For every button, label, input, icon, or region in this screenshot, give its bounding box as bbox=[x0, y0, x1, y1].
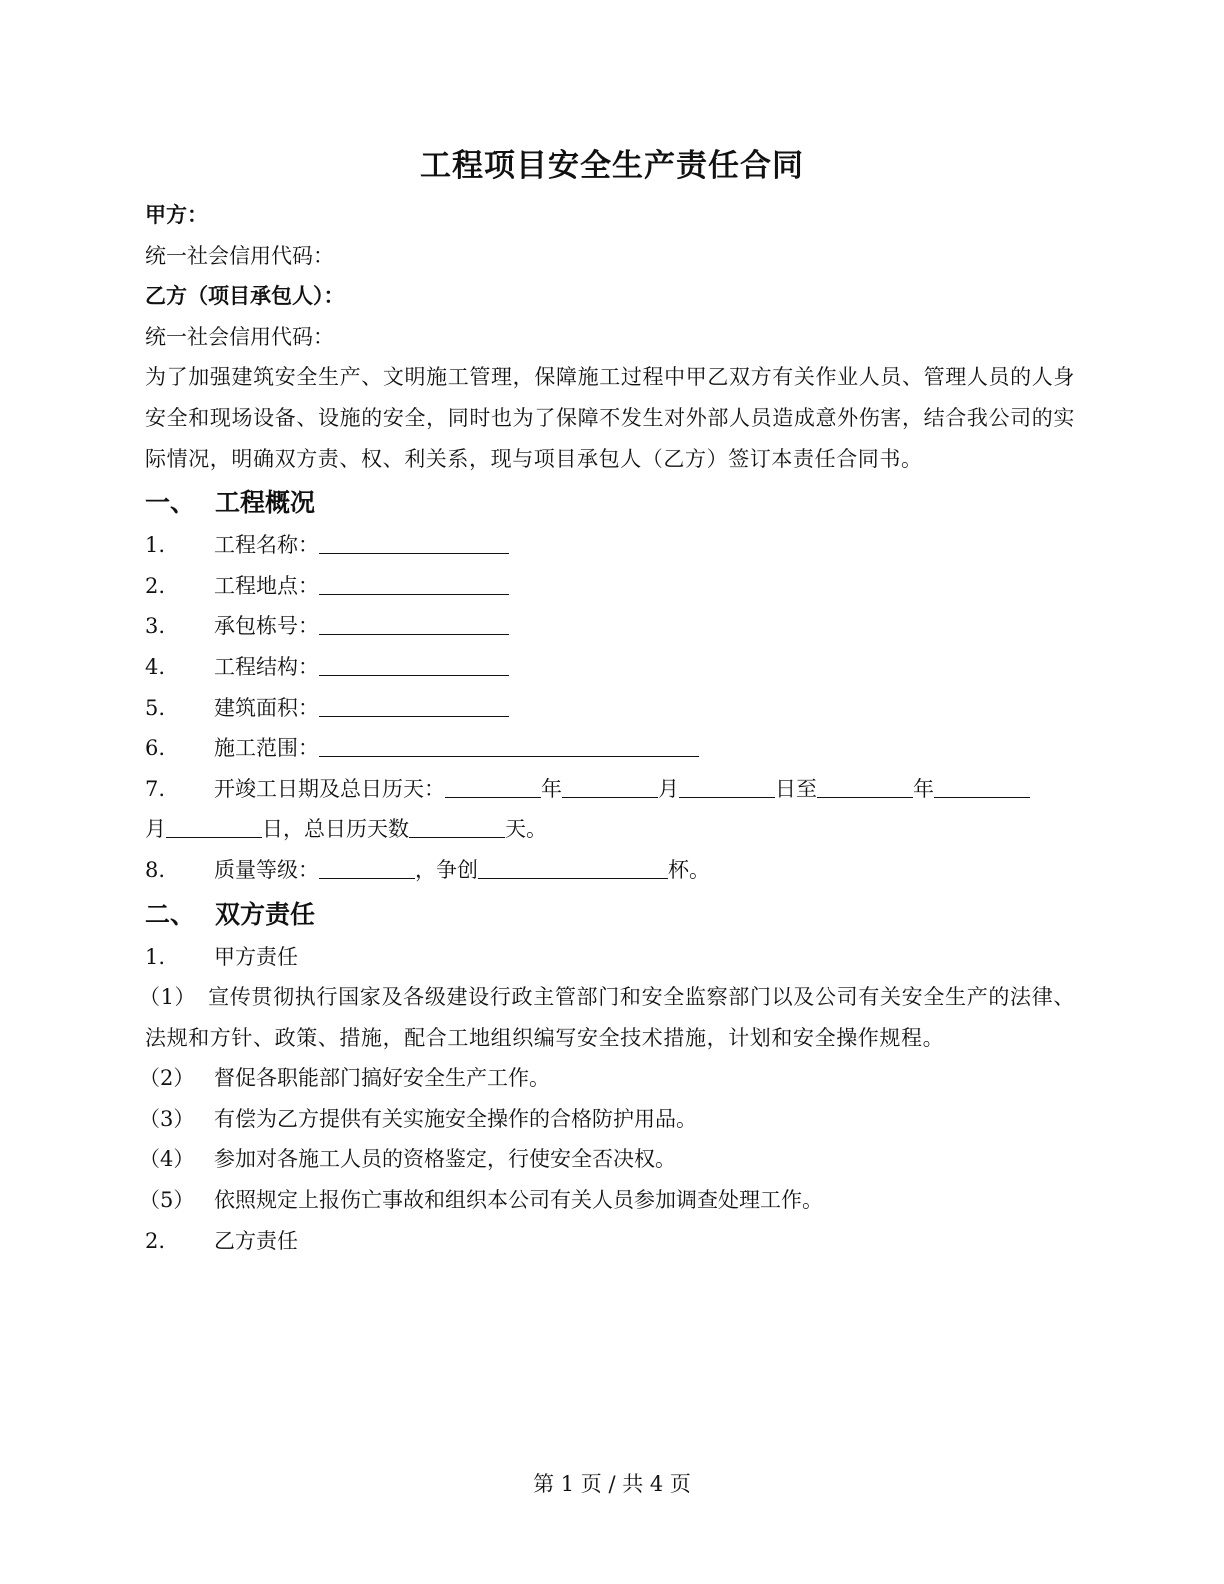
item-number: 4. bbox=[145, 654, 166, 679]
item-number: 7. bbox=[145, 776, 166, 801]
sub-item-paragraph bbox=[139, 977, 1075, 1058]
list-item-schedule-continued bbox=[145, 809, 1075, 850]
intro-paragraph: 为了加强建筑安全生产、文明施工管理，保障施工过程中甲乙双方有关作业人员、管理人员的人身安全和现场设备、设施的安全，同时也为了保障不发生对外部人员造成意外伤害，结合我公司的实际情况，明确双方责、权、利关系，现与项目承包人（乙方）签订本责任合同书。 bbox=[145, 365, 1075, 471]
list-item bbox=[145, 606, 1075, 647]
day-total-label: 日，总日历天数 bbox=[262, 817, 409, 842]
document-title: 工程项目安全生产责任合同 bbox=[420, 148, 804, 184]
item-label: 工程名称： bbox=[214, 533, 319, 558]
blank-line bbox=[934, 769, 1030, 798]
year-label: 年 bbox=[913, 776, 934, 801]
list-item bbox=[145, 525, 1075, 566]
sub-item bbox=[139, 1139, 1075, 1180]
item-number: 2. bbox=[145, 573, 166, 598]
strive-label: ，争创 bbox=[415, 857, 478, 882]
section-number: 一、 bbox=[145, 488, 196, 518]
list-item bbox=[145, 1221, 1075, 1262]
list-item-quality bbox=[145, 850, 1075, 891]
item-number: 5. bbox=[145, 695, 166, 720]
page-footer: 第 1 页 / 共 4 页 bbox=[533, 1472, 691, 1496]
document-body bbox=[139, 195, 1075, 1261]
month-label: 月 bbox=[145, 817, 166, 842]
item-label: 开竣工日期及总日历天： bbox=[214, 776, 445, 801]
item-label: 建筑面积： bbox=[214, 695, 319, 720]
sub-item-number: （3） bbox=[139, 1106, 195, 1131]
blank-line bbox=[679, 769, 775, 798]
list-item bbox=[145, 728, 1075, 769]
sub-item-text: 宣传贯彻执行国家及各级建设行政主管部门和安全监察部门以及公司有关安全生产的法律、法规和方针、政策、措施，配合工地组织编写安全技术措施，计划和安全操作规程。 bbox=[145, 985, 1075, 1050]
sub-item-number: （2） bbox=[139, 1066, 195, 1091]
blank-line bbox=[319, 606, 509, 635]
list-item bbox=[145, 647, 1075, 688]
blank-line bbox=[445, 769, 541, 798]
blank-line bbox=[409, 809, 505, 838]
list-item bbox=[145, 688, 1075, 729]
sub-item bbox=[139, 1099, 1075, 1140]
list-item bbox=[145, 566, 1075, 607]
year-label: 年 bbox=[541, 776, 562, 801]
month-label: 月 bbox=[658, 776, 679, 801]
blank-line bbox=[319, 566, 509, 595]
sub-item-number: （5） bbox=[139, 1188, 195, 1213]
section-2-heading bbox=[145, 893, 1075, 937]
blank-line bbox=[319, 525, 509, 554]
item-number: 6. bbox=[145, 736, 166, 761]
blank-line bbox=[478, 850, 668, 879]
section-1-heading bbox=[145, 481, 1075, 525]
blank-line bbox=[319, 850, 415, 879]
item-number: 1. bbox=[145, 533, 166, 558]
blank-line bbox=[319, 647, 509, 676]
item-label: 质量等级： bbox=[214, 857, 319, 882]
blank-line bbox=[817, 769, 913, 798]
day-to-label: 日至 bbox=[775, 776, 817, 801]
section-title: 双方责任 bbox=[215, 899, 316, 929]
item-label: 工程地点： bbox=[214, 573, 319, 598]
item-label: 承包栋号： bbox=[214, 614, 319, 639]
section-number: 二、 bbox=[145, 899, 196, 929]
sub-item-text: 依照规定上报伤亡事故和组织本公司有关人员参加调查处理工作。 bbox=[214, 1188, 823, 1213]
sub-item-number: （1） bbox=[139, 985, 197, 1010]
sub-item-text: 参加对各施工人员的资格鉴定，行使安全否决权。 bbox=[214, 1147, 676, 1172]
sub-item-text: 督促各职能部门搞好安全生产工作。 bbox=[214, 1066, 550, 1091]
blank-line bbox=[562, 769, 658, 798]
sub-item bbox=[139, 1058, 1075, 1099]
item-label: 乙方责任 bbox=[214, 1228, 298, 1253]
blank-line bbox=[319, 688, 509, 717]
item-number: 8. bbox=[145, 857, 166, 882]
party-a-label: 甲方： bbox=[145, 202, 208, 227]
days-label: 天。 bbox=[505, 817, 547, 842]
cup-label: 杯。 bbox=[668, 857, 710, 882]
list-item bbox=[145, 937, 1075, 978]
blank-line bbox=[166, 809, 262, 838]
item-label: 甲方责任 bbox=[214, 944, 298, 969]
item-number: 2. bbox=[145, 1228, 166, 1253]
sub-item bbox=[139, 1180, 1075, 1221]
blank-line bbox=[319, 728, 699, 757]
sub-item-number: （4） bbox=[139, 1147, 195, 1172]
item-number: 3. bbox=[145, 614, 166, 639]
item-label: 施工范围： bbox=[214, 736, 319, 761]
party-b-label: 乙方（项目承包人）： bbox=[145, 283, 345, 309]
item-label: 工程结构： bbox=[214, 654, 319, 679]
sub-item-text: 有偿为乙方提供有关实施安全操作的合格防护用品。 bbox=[214, 1106, 697, 1131]
list-item-schedule bbox=[145, 769, 1075, 810]
item-number: 1. bbox=[145, 944, 166, 969]
party-a-credit-code: 统一社会信用代码： bbox=[145, 243, 334, 268]
section-title: 工程概况 bbox=[215, 488, 316, 518]
party-b-credit-code: 统一社会信用代码： bbox=[145, 324, 334, 349]
